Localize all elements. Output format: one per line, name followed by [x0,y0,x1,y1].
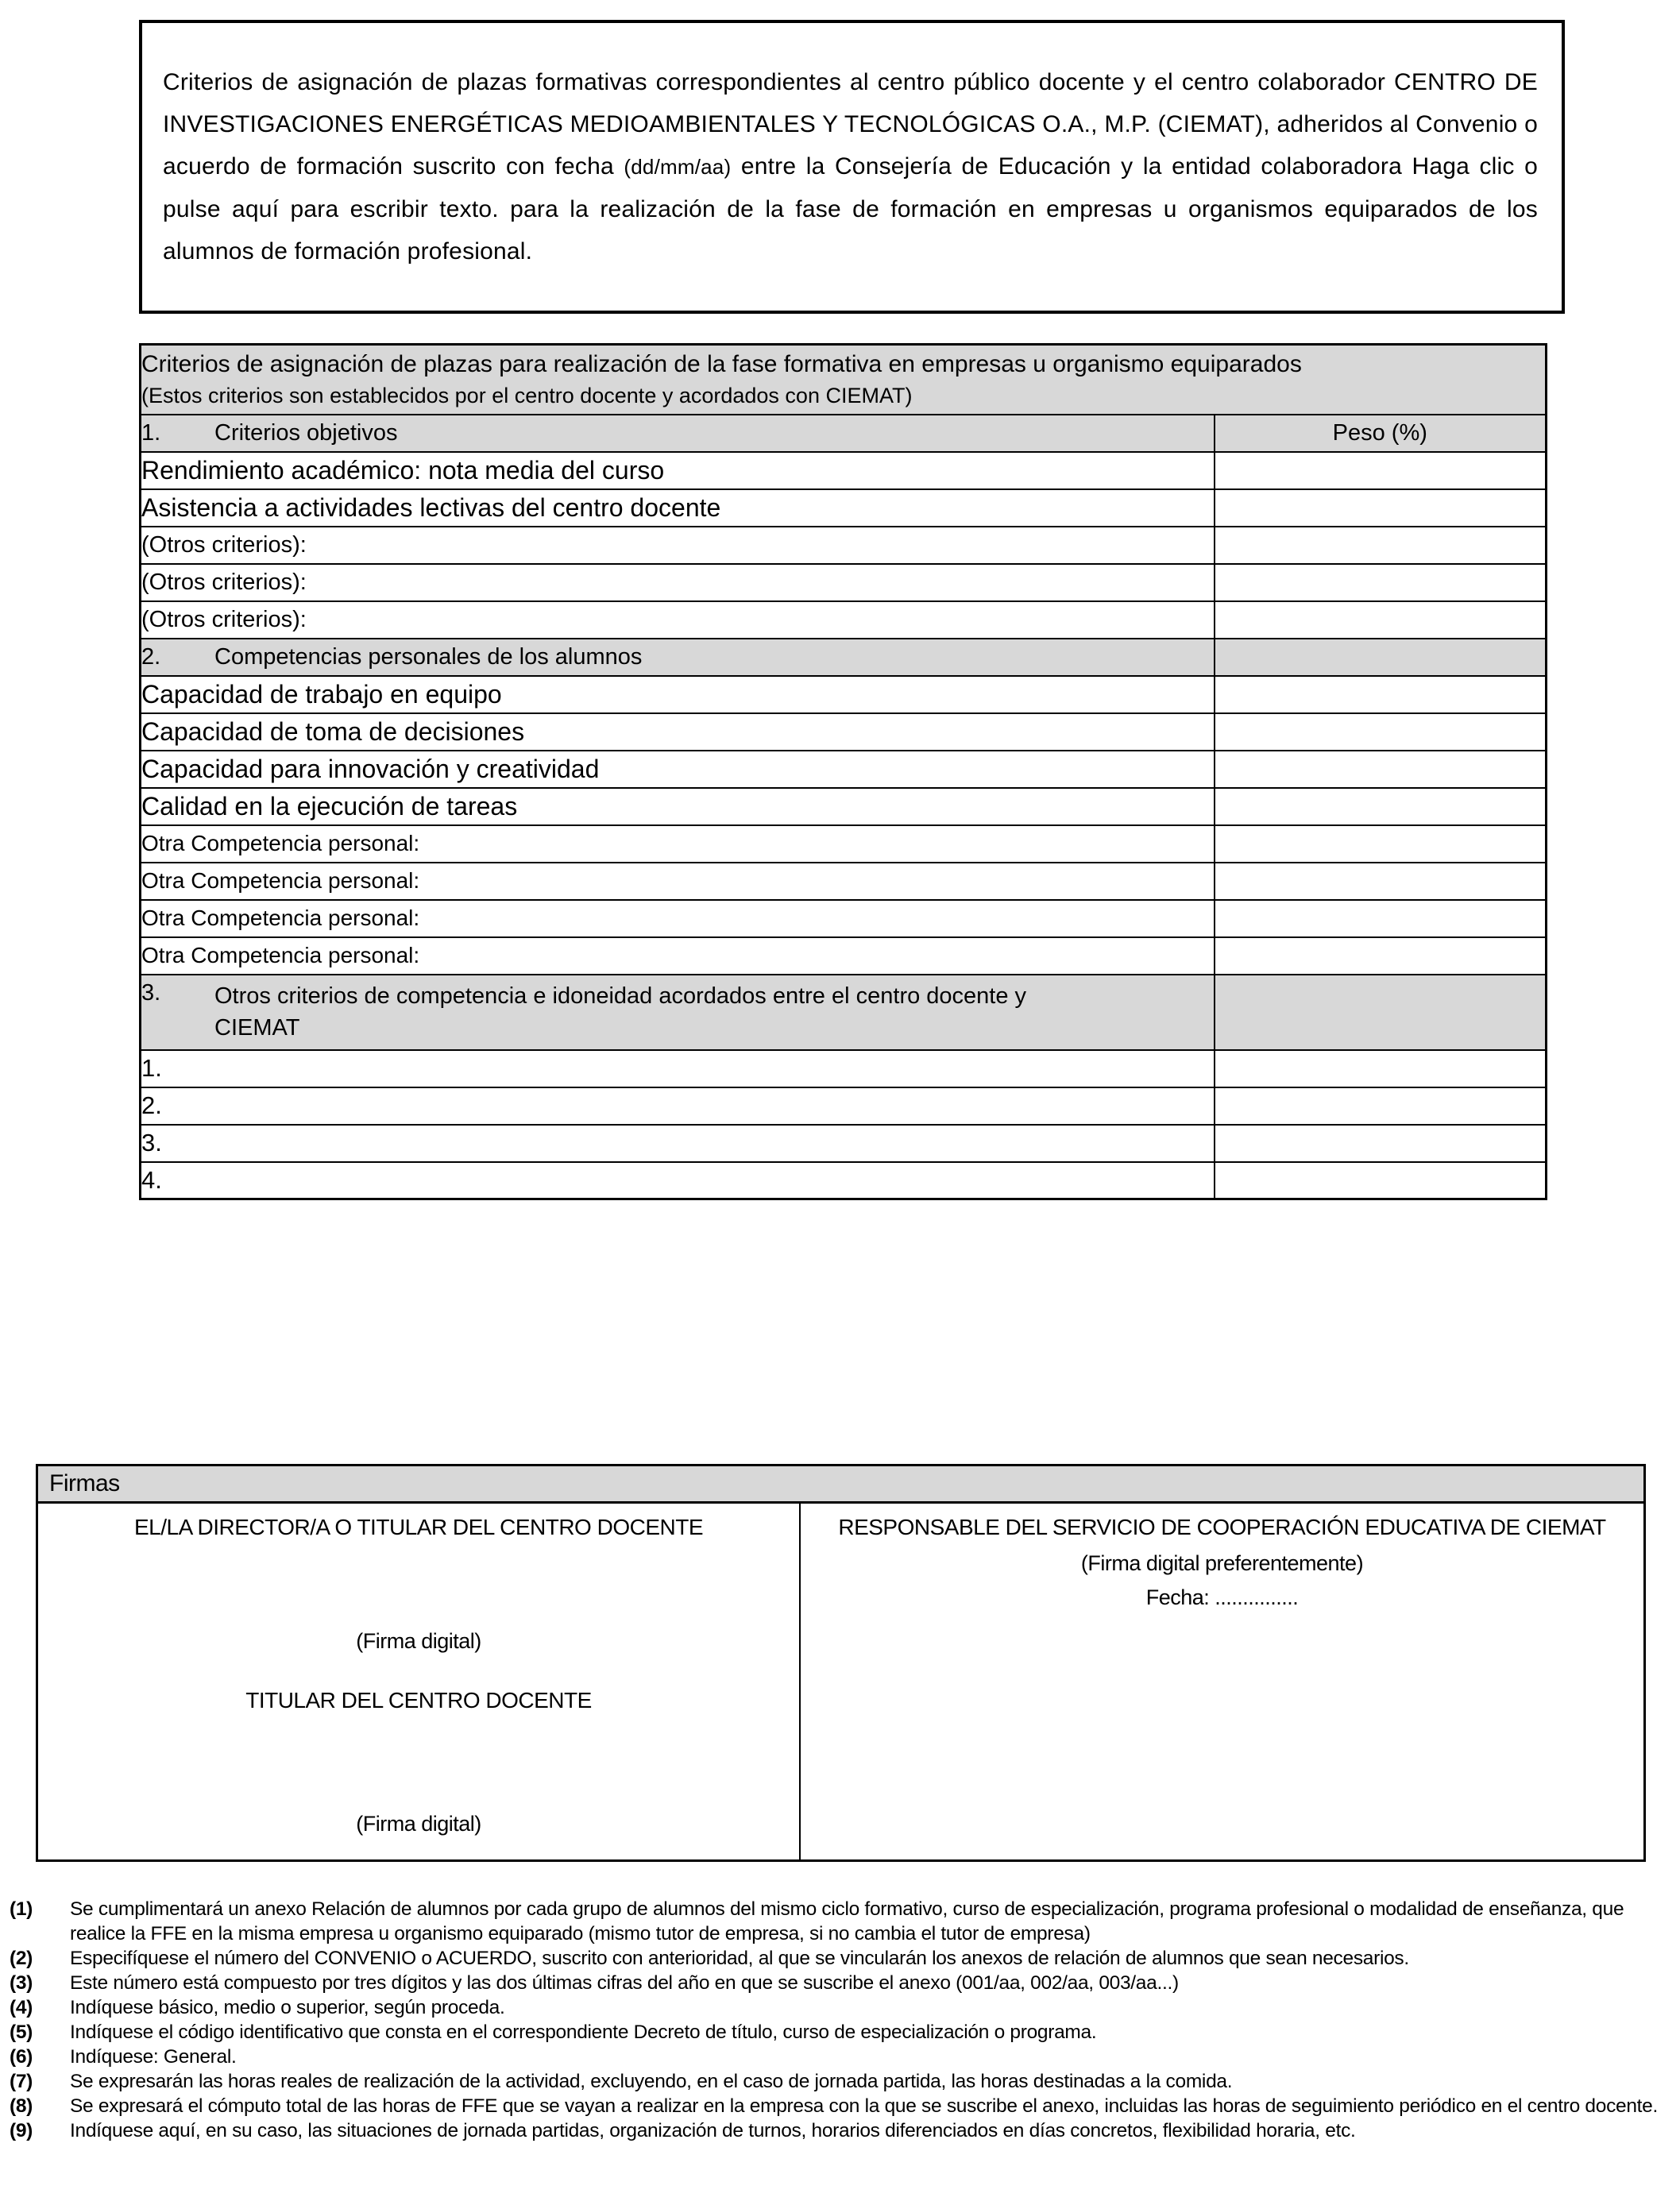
table-row [141,1162,1547,1199]
intro-box [139,20,1565,314]
footnote-number: (1) [10,1898,33,1920]
peso-input-cell[interactable] [1215,564,1547,601]
footnote [6,1971,1674,1995]
table-title: Criterios de asignación de plazas para realización de la fase formativa en empresas u organismo equiparados [141,350,1302,377]
footnote-text: Indíquese aquí, en su caso, las situaciones de jornada partidas, organización de turnos, horarios diferenciados en días concretos, flexibilidad horaria, etc. [70,2120,1356,2141]
peso-input-cell[interactable] [1215,937,1547,975]
peso-input-cell[interactable] [1215,489,1547,527]
footnote-number: (8) [10,2095,33,2117]
criterion-label[interactable]: Otra Competencia personal: [141,863,1215,900]
signatures-header: Firmas [38,1466,1643,1504]
intro-paragraph [163,61,1538,272]
table-row [141,788,1547,825]
section-number: 3. [141,980,161,1006]
peso-input-cell[interactable] [1215,601,1547,639]
peso-input-cell[interactable] [1215,1050,1547,1087]
footnote [6,2069,1674,2094]
section-number: 2. [141,643,161,670]
criterion-label: Rendimiento académico: nota media del curso [141,452,1215,489]
section-row-2 [141,639,1547,676]
table-subtitle: (Estos criterios son establecidos por el centro docente y acordados con CIEMAT) [141,383,913,407]
table-row [141,489,1547,527]
digital-signature-placeholder[interactable]: (Firma digital) [356,1812,481,1836]
table-row [141,825,1547,863]
table-row [141,1050,1547,1087]
table-row [141,527,1547,564]
table-row [141,900,1547,937]
criterion-label[interactable]: (Otros criterios): [141,601,1215,639]
footnote-number: (4) [10,1997,33,2018]
peso-input-cell[interactable] [1215,1087,1547,1125]
peso-input-cell[interactable] [1215,713,1547,751]
footnote [6,1995,1674,2020]
criterion-label: Asistencia a actividades lectivas del centro docente [141,489,1215,527]
peso-input-cell[interactable] [1215,1125,1547,1162]
footnote-number: (7) [10,2071,33,2092]
criterion-label: Capacidad para innovación y creatividad [141,751,1215,788]
section-label: Otros criterios de competencia e idoneidad acordados entre el centro docente y CIEMAT [214,983,1027,1041]
peso-input-cell[interactable] [1215,751,1547,788]
table-row [141,863,1547,900]
footnote-text: Indíquese: General. [70,2046,237,2068]
custom-criterion-cell[interactable]: 4. [141,1162,1215,1199]
peso-input-cell[interactable] [1215,527,1547,564]
section-label: Criterios objetivos [214,419,398,446]
footnote [6,2020,1674,2045]
custom-criterion-cell[interactable]: 2. [141,1087,1215,1125]
section-row-1 [141,415,1547,452]
custom-criterion-cell[interactable]: 1. [141,1050,1215,1087]
footnote-number: (5) [10,2022,33,2043]
signer-title-director: EL/LA DIRECTOR/A O TITULAR DEL CENTRO DOCENTE [133,1515,704,1539]
section-label: Competencias personales de los alumnos [214,643,643,670]
footnote-number: (3) [10,1972,33,1994]
table-row [141,751,1547,788]
footnote-text: Especifíquese el número del CONVENIO o ACUERDO, suscrito con anterioridad, al que se vincularán los anexos de relación de alumnos que sean necesarios. [70,1948,1409,1969]
date-fill-in-field[interactable]: Fecha: ............... [1145,1585,1299,1609]
footnote-number: (6) [10,2046,33,2068]
criterion-label[interactable]: Otra Competencia personal: [141,900,1215,937]
criterion-label: Capacidad de toma de decisiones [141,713,1215,751]
footnote [6,1897,1674,1946]
peso-input-cell[interactable] [1215,1162,1547,1199]
custom-criterion-cell[interactable]: 3. [141,1125,1215,1162]
table-row [141,452,1547,489]
peso-input-cell[interactable] [1215,452,1547,489]
footnote-number: (2) [10,1948,33,1969]
signatures-section [36,1464,1646,1862]
peso-input-cell[interactable] [1215,863,1547,900]
peso-input-cell[interactable] [1215,825,1547,863]
criterion-label[interactable]: Otra Competencia personal: [141,825,1215,863]
criterion-label[interactable]: (Otros criterios): [141,527,1215,564]
footnote-text: Indíquese el código identificativo que consta en el correspondiente Decreto de título, curso de especialización o programa. [70,2022,1097,2043]
table-row [141,601,1547,639]
table-row [141,564,1547,601]
criterion-label: Capacidad de trabajo en equipo [141,676,1215,713]
criterion-label[interactable]: (Otros criterios): [141,564,1215,601]
footnote-text: Indíquese básico, medio o superior, según proceda. [70,1997,505,2018]
signature-left-column [38,1504,801,1859]
digital-signature-placeholder[interactable]: (Firma digital) [356,1629,481,1653]
signature-right-column [801,1504,1643,1859]
criterion-label: Calidad en la ejecución de tareas [141,788,1215,825]
footnote-number: (9) [10,2120,33,2141]
footnote [6,2094,1674,2118]
footnote-text: Este número está compuesto por tres dígitos y las dos últimas cifras del año en que se suscribe el anexo (001/aa, 002/aa, 003/aa...) [70,1972,1179,1994]
table-row [141,937,1547,975]
footnote [6,2045,1674,2069]
footnote-text: Se cumplimentará un anexo Relación de alumnos por cada grupo de alumnos del mismo ciclo formativo, curso de especialización, programa profesional o modalidad de enseñanza, que realice la FFE en la misma empresa u organismo equiparado (mismo tutor de empresa, si no cambia el tutor de empresa) [70,1898,1624,1944]
section-weight-cell [1215,975,1547,1050]
signer-title-titular: TITULAR DEL CENTRO DOCENTE [245,1688,592,1713]
table-row [141,713,1547,751]
criterion-label[interactable]: Otra Competencia personal: [141,937,1215,975]
section-weight-cell [1215,639,1547,676]
table-row [141,1087,1547,1125]
entity-placeholder-field[interactable]: Haga clic o pulse aquí para escribir texto. [163,153,1538,222]
table-row [141,676,1547,713]
signatures-body [38,1504,1643,1859]
section-row-3 [141,975,1547,1050]
section-number: 1. [141,419,161,446]
weight-column-header: Peso (%) [1215,415,1547,452]
digital-signature-note: (Firma digital preferentemente) [1080,1551,1364,1575]
footnote-text: Se expresarán las horas reales de realización de la actividad, excluyendo, en el caso de jornada partida, las horas destinadas a la comida. [70,2071,1233,2092]
footnote [6,1946,1674,1971]
intro-text-part-2: entre la Consejería de Educación y la entidad colaboradora [731,153,1412,180]
intro-text-part-1: Criterios de asignación de plazas formativas correspondientes al centro público docente y el centro colaborador CENTRO DE INVESTIGACIONES ENERGÉTICAS MEDIOAMBIENTALES Y TECNOLÓGICAS O.A., M.P. (CIEMAT), adheridos al Convenio o acuerdo de formación suscrito con fecha [163,69,1538,180]
table-row [141,1125,1547,1162]
signer-title-responsable: RESPONSABLE DEL SERVICIO DE COOPERACIÓN EDUCATIVA DE CIEMAT [838,1515,1606,1539]
intro-text-part-3: para la realización de la fase de formación en empresas u organismos equiparados de los alumnos de formación profesional. [163,196,1538,265]
peso-input-cell[interactable] [1215,676,1547,713]
table-header-row [141,345,1547,415]
peso-input-cell[interactable] [1215,900,1547,937]
date-placeholder-field[interactable]: (dd/mm/aa) [624,155,732,179]
peso-input-cell[interactable] [1215,788,1547,825]
footnote-text: Se expresará el cómputo total de las horas de FFE que se vayan a realizar en la empresa con la que se suscribe el anexo, incluidas las horas de seguimiento periódico en el centro docente. [70,2095,1659,2117]
footnote [6,2118,1674,2143]
criteria-table [139,343,1547,1200]
footnotes [6,1897,1674,2143]
